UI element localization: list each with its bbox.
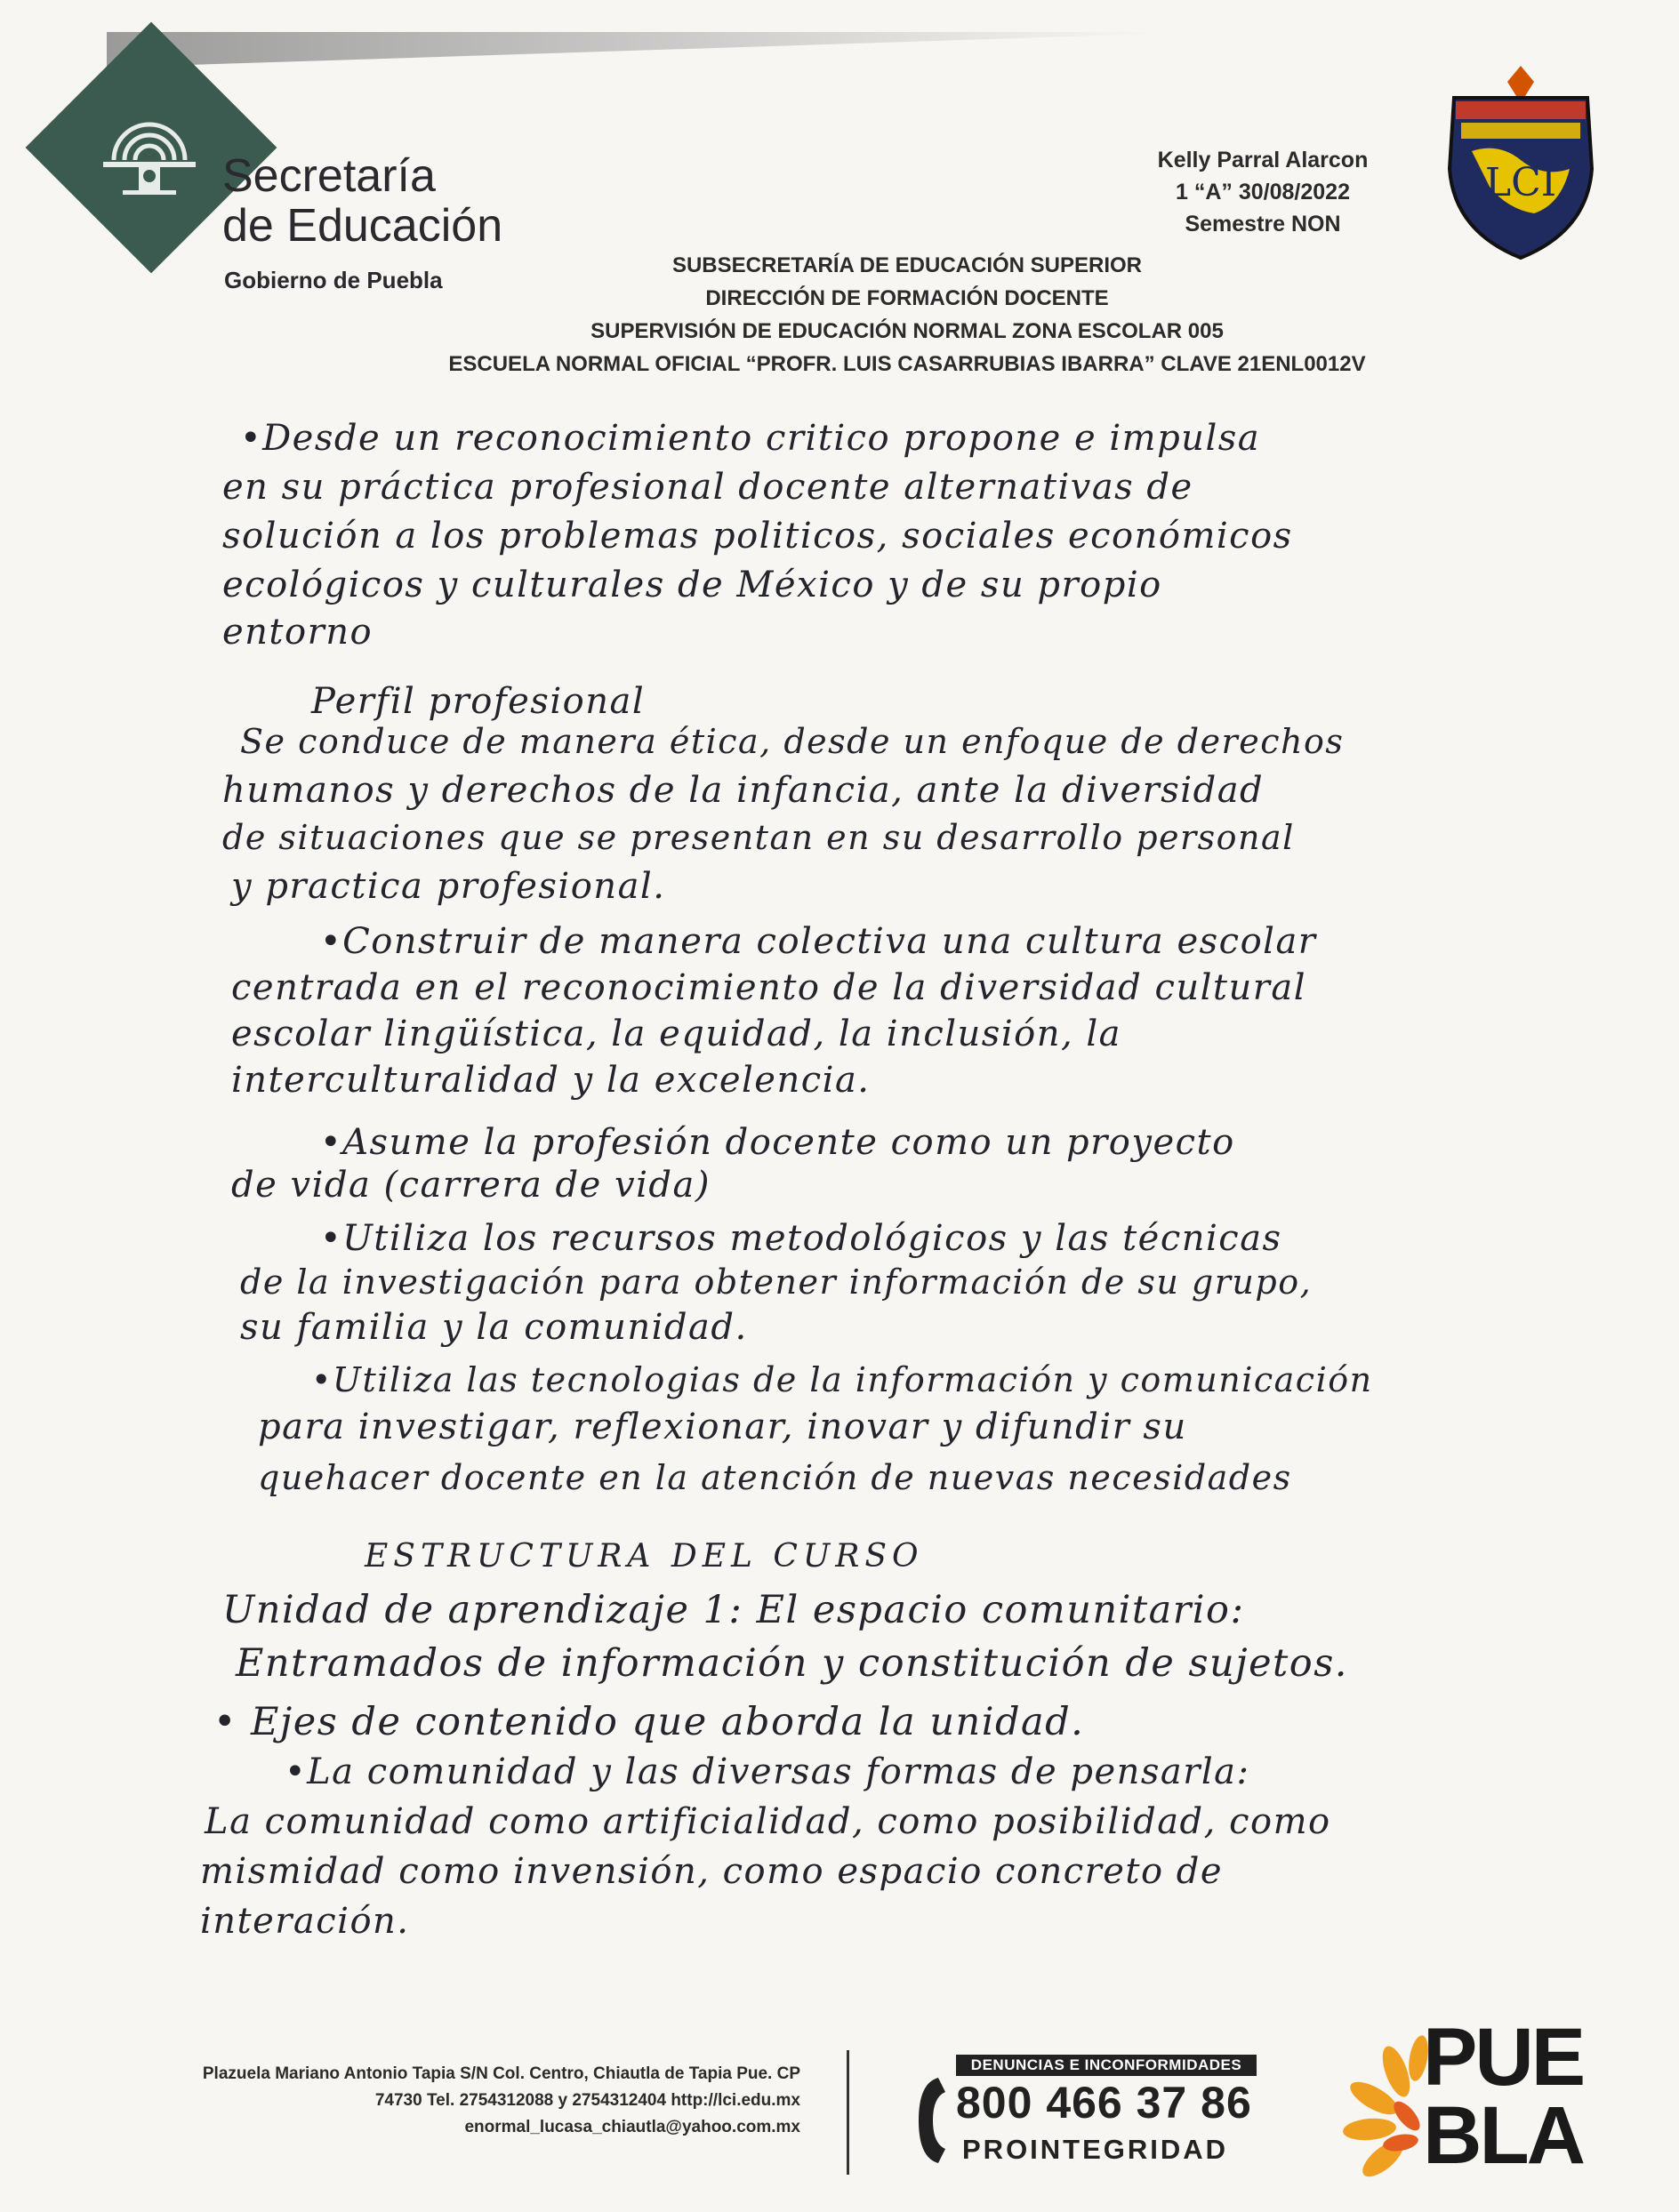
sep-logo-line1: Secretaría [222,150,436,202]
notes-line-28: La comunidad como artificialidad, como posibilidad, como [205,1801,1331,1842]
puebla-wordmark [1423,2012,1584,2181]
section-heading-estructura: ESTRUCTURA DEL CURSO [365,1538,924,1575]
notes-line-29: mismidad como invensión, como espacio concreto de [200,1851,1224,1892]
notes-line-21: para investigar, reflexionar, inovar y difundir su [258,1407,1187,1447]
normal-school-shield-icon [1436,62,1605,267]
notes-line-19: su familia y la comunidad. [240,1307,748,1348]
denuncias-label: DENUNCIAS E INCONFORMIDADES [956,2055,1257,2076]
phone-icon [912,2074,956,2168]
svg-text:LCI: LCI [1484,160,1557,205]
notes-line-27: •La comunidad y las diversas formas de pensarla: [285,1751,1250,1792]
institution-line-1: SUBSECRETARÍA DE EDUCACIÓN SUPERIOR [671,253,1143,277]
section-heading-perfil: Perfil profesional [311,681,646,722]
notes-line-3: solución a los problemas politicos, sociales económicos [222,516,1293,557]
student-info [1103,144,1423,240]
footer-divider [847,2050,849,2175]
notes-line-16: de vida (carrera de vida) [231,1165,711,1206]
footer-address [89,2061,800,2141]
notes-line-5: entorno [222,612,374,653]
puebla-wordmark-line-1: PUE [1423,2012,1584,2103]
prointegridad-label: PROINTEGRIDAD [962,2134,1229,2165]
notes-line-1: •Desde un reconocimiento critico propone e impulsa [240,418,1261,459]
sep-emblem-icon [78,89,221,213]
unit-title-line-2: Entramados de información y constitución de sujetos. [236,1641,1348,1686]
notes-line-13: escolar lingüística, la equidad, la inclusión, la [231,1014,1122,1054]
notes-line-10: y practica profesional. [231,866,666,907]
footer-address-line-2: 74730 Tel. 2754312088 y 2754312404 http://lci.edu.mx [374,2091,800,2110]
notes-line-4: ecológicos y culturales de México y de su propio [222,565,1162,605]
student-semester: Semestre NON [1185,212,1341,236]
notes-line-30: interación. [200,1901,410,1942]
student-group-date: 1 “A” 30/08/2022 [1176,180,1350,204]
notes-line-9: de situaciones que se presentan en su desarrollo personal [222,818,1295,857]
institution-line-2: DIRECCIÓN DE FORMACIÓN DOCENTE [705,286,1109,310]
notes-line-7: Se conduce de manera ética, desde un enfoque de derechos [240,722,1345,761]
decorative-band [107,32,1156,68]
unit-title-line-1: Unidad de aprendizaje 1: El espacio comunitario: [222,1588,1245,1632]
notes-line-17: •Utiliza los recursos metodológicos y las técnicas [320,1218,1282,1259]
notes-line-26: • Ejes de contenido que aborda la unidad. [213,1700,1085,1744]
institution-line-4: ESCUELA NORMAL OFICIAL “PROFR. LUIS CASARRUBIAS IBARRA” CLAVE 21ENL0012V [448,352,1366,376]
notes-line-22: quehacer docente en la atención de nuevas necesidades [258,1458,1292,1497]
notes-line-8: humanos y derechos de la infancia, ante la diversidad [222,770,1265,811]
footer-address-line-1: Plazuela Mariano Antonio Tapia S/N Col. Centro, Chiautla de Tapia Pue. CP [202,2064,800,2083]
puebla-wordmark-line-2: BLA [1423,2090,1584,2181]
institution-header [356,249,1458,381]
institution-line-3: SUPERVISIÓN DE EDUCACIÓN NORMAL ZONA ESCOLAR 005 [590,319,1224,343]
notes-line-2: en su práctica profesional docente alternativas de [222,467,1193,508]
notes-line-18: de la investigación para obtener información de su grupo, [240,1262,1313,1302]
notes-line-14: interculturalidad y la excelencia. [231,1060,871,1101]
sep-logo-line2: de Educación [222,200,503,252]
footer-address-line-3: enormal_lucasa_chiautla@yahoo.com.mx [464,2118,800,2136]
notes-line-12: centrada en el reconocimiento de la diversidad cultural [231,967,1307,1008]
student-name: Kelly Parral Alarcon [1157,148,1369,172]
notes-line-15: •Asume la profesión docente como un proyecto [320,1122,1235,1163]
notes-line-20: •Utiliza las tecnologias de la información y comunicación [311,1360,1373,1399]
sep-logo-subtitle: Gobierno de Puebla [224,267,443,293]
notes-line-11: •Construir de manera colectiva una cultura escolar [320,921,1317,962]
prointegridad-phone: 800 466 37 86 [956,2078,1252,2128]
sep-logo-text [222,151,502,251]
